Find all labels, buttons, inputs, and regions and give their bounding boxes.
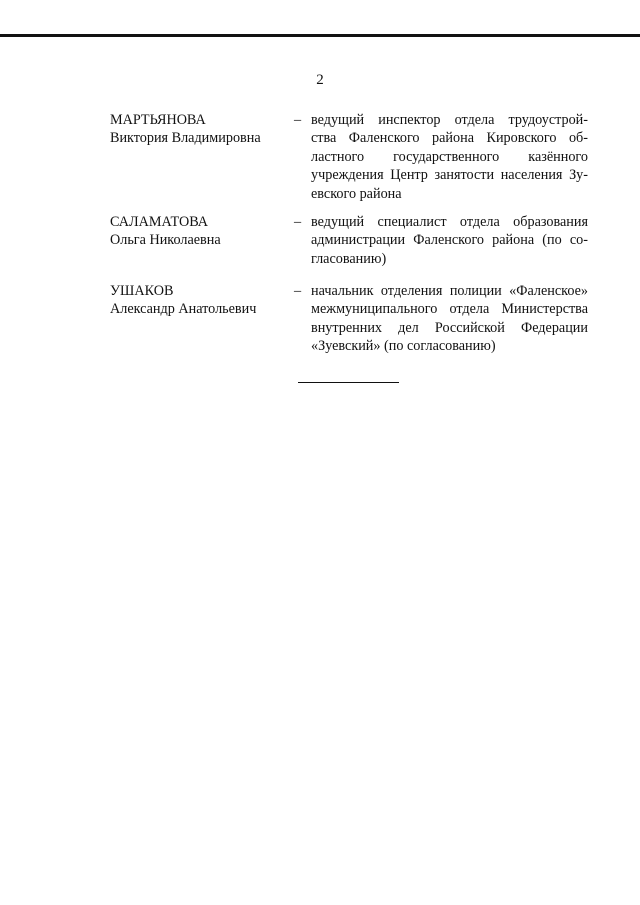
position-line: учреждения Центр занятости населения Зу- <box>311 167 588 184</box>
position-line: ведущий специалист отдела образования <box>311 214 588 230</box>
separator-dash: – <box>294 283 302 299</box>
member-surname: МАРТЬЯНОВА <box>110 112 206 128</box>
position-line: ведущий инспектор отдела трудоустрой- <box>311 112 588 128</box>
member-name <box>110 213 290 250</box>
member-given-names: Александр Анатольевич <box>110 301 257 318</box>
separator-dash: – <box>294 214 302 230</box>
closing-rule <box>298 382 399 383</box>
position-line: администрации Фаленского района (по со- <box>311 232 588 249</box>
member-position <box>311 282 588 356</box>
page-number: 2 <box>316 72 324 88</box>
position-line: межмуниципального отдела Министерства <box>311 301 588 318</box>
position-line: начальник отделения полиции «Фаленское» <box>311 283 588 299</box>
member-surname: САЛАМАТОВА <box>110 214 209 230</box>
member-given-names: Ольга Николаевна <box>110 232 221 249</box>
separator-dash: – <box>294 112 302 128</box>
position-line: гласованию) <box>311 250 387 267</box>
member-surname: УШАКОВ <box>110 283 174 299</box>
position-line: евского района <box>311 185 402 202</box>
member-position <box>311 213 588 268</box>
position-line: ластного государственного казённого <box>311 148 588 165</box>
position-line: «Зуевский» (по согласованию) <box>311 338 496 355</box>
member-position <box>311 111 588 203</box>
position-line: внутренних дел Российской Федерации <box>311 319 588 336</box>
member-name <box>110 111 290 148</box>
member-name <box>110 282 290 319</box>
header-rule <box>0 34 640 37</box>
member-given-names: Виктория Владимировна <box>110 130 261 147</box>
position-line: ства Фаленского района Кировского об- <box>311 130 588 147</box>
